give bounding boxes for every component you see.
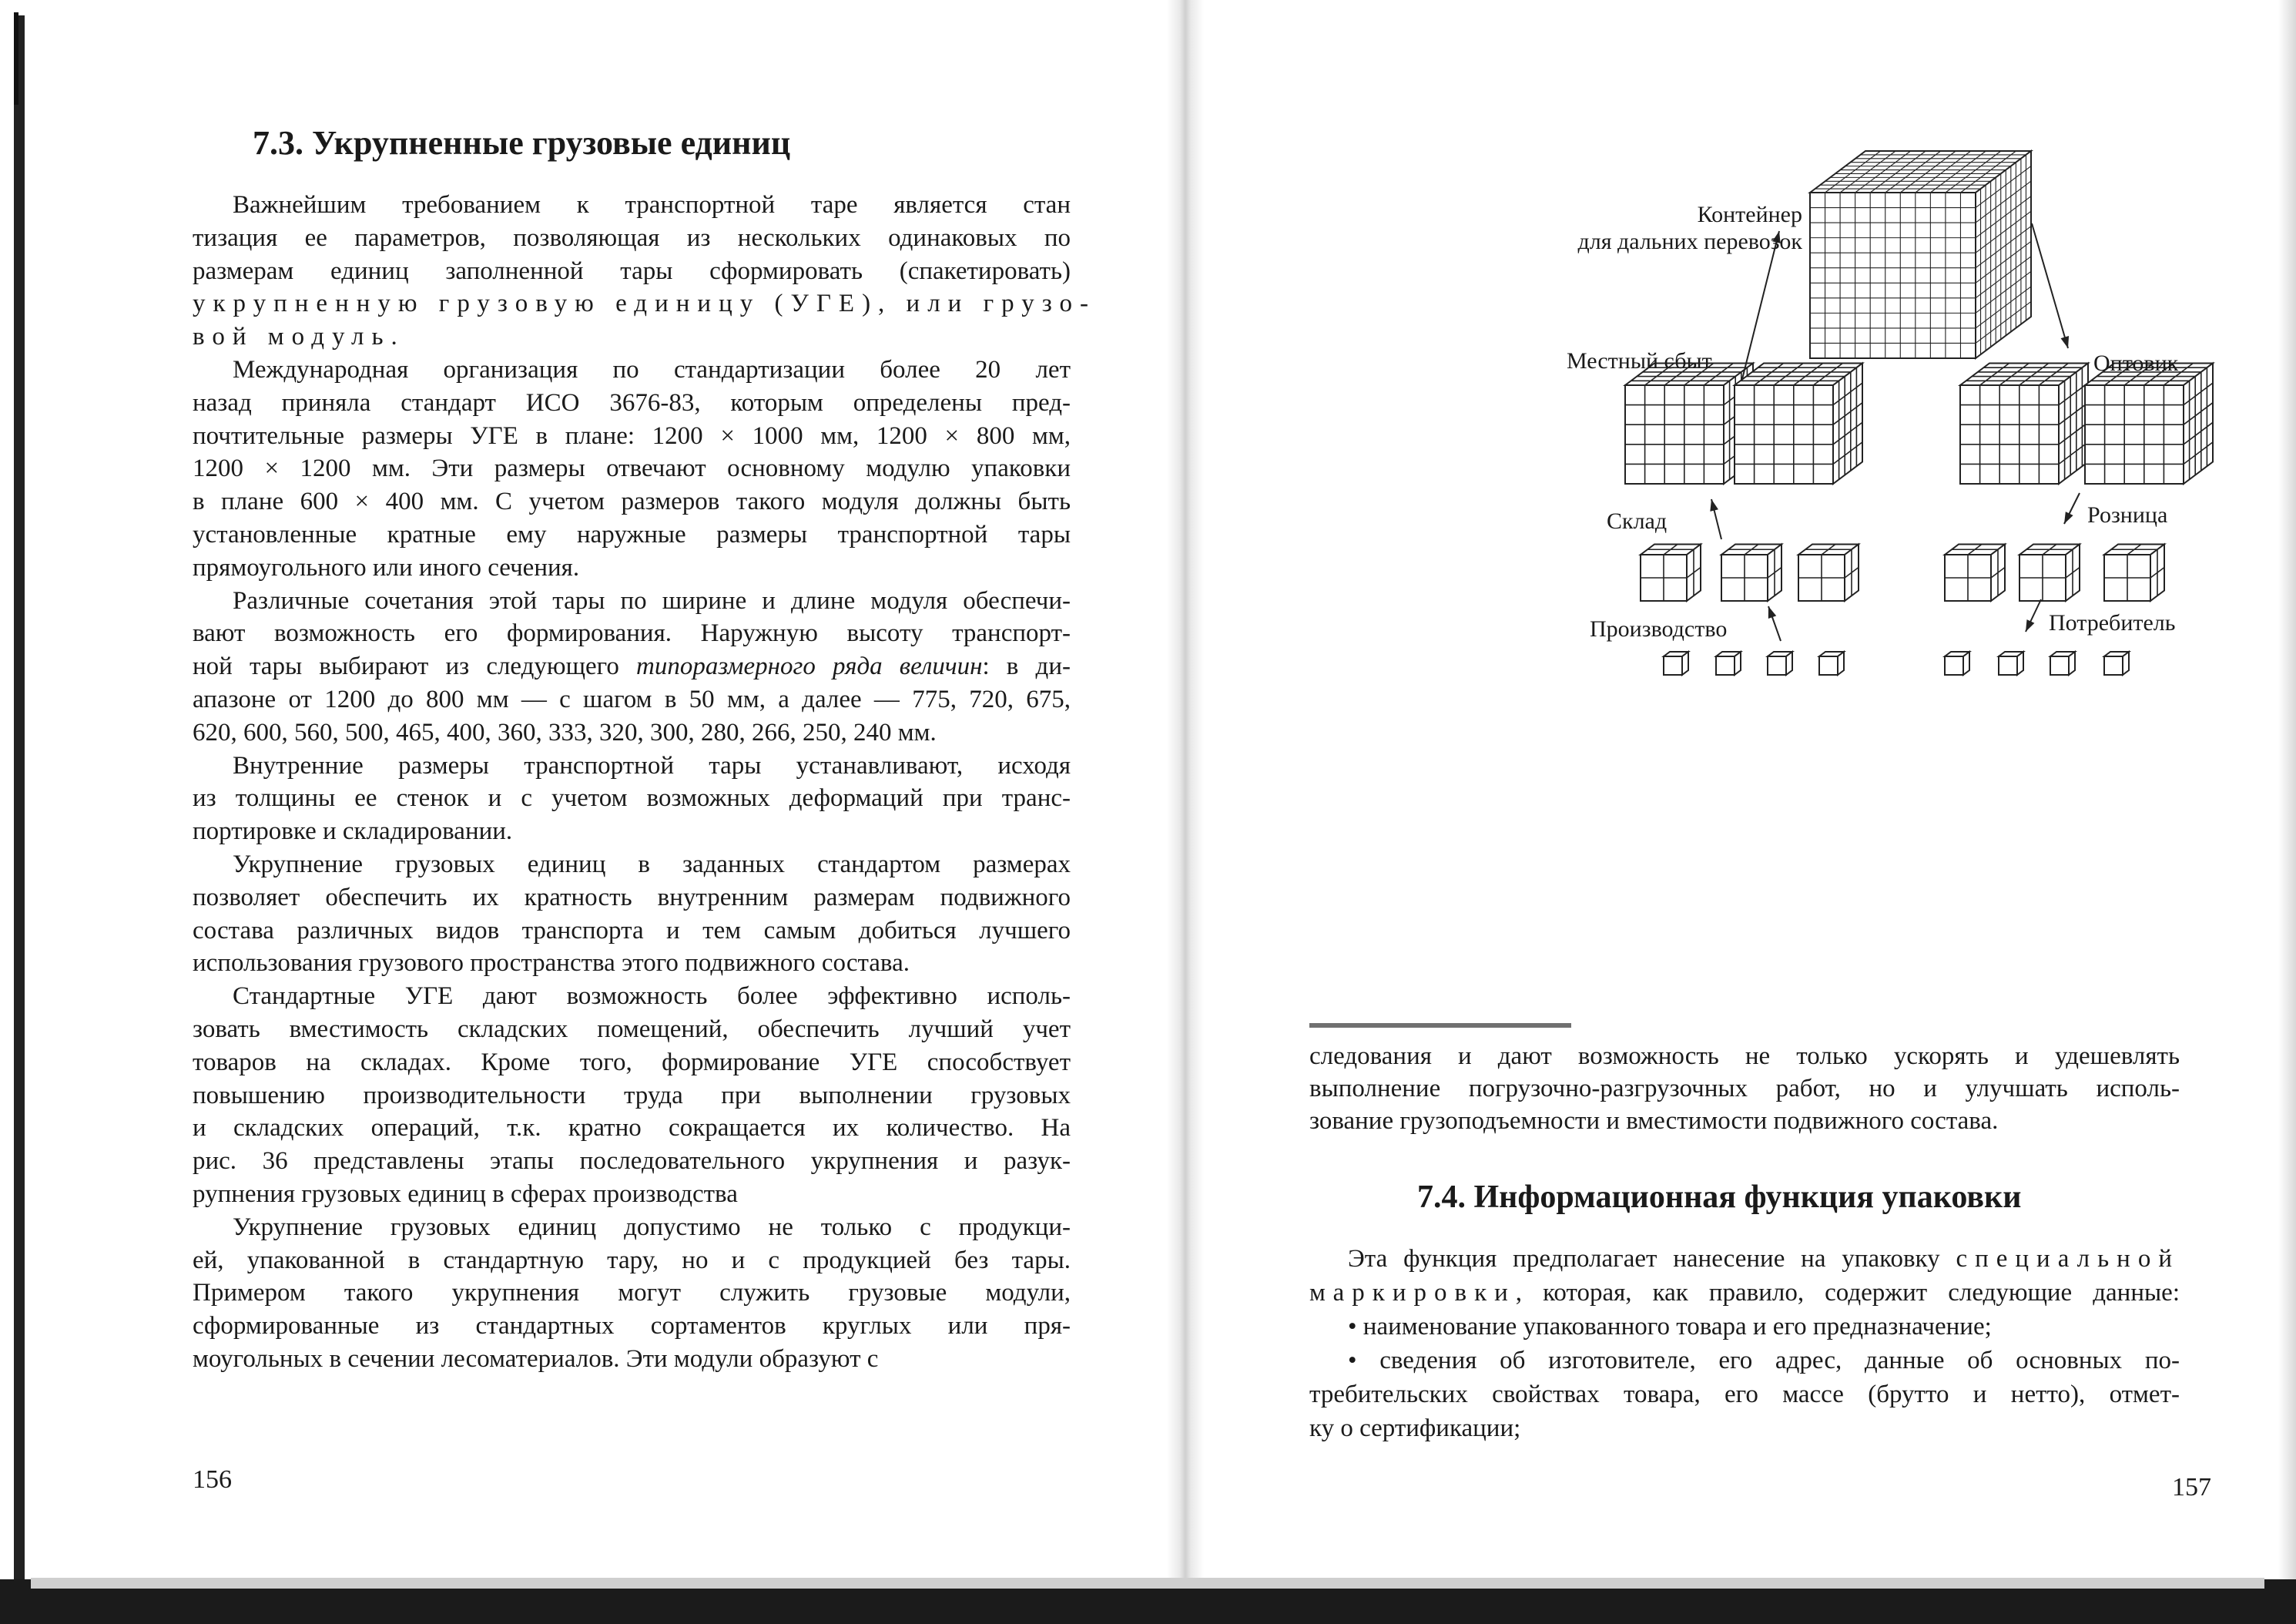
text-line: Укрупнение грузовых единиц в заданных стандартом размерах: [233, 851, 1071, 878]
text-line: рис. 36 представлены этапы последовательного укрупнения и разук-: [193, 1147, 1071, 1176]
text-line: • наименование упакованного товара и его предназначение;: [1348, 1313, 1992, 1340]
text-line: рупнения грузовых единиц в сферах производства: [193, 1180, 738, 1208]
text-line: из толщины ее стенок и с учетом возможных деформаций при транс-: [193, 784, 1071, 813]
cut-off-line-fragment: [1309, 1023, 1571, 1028]
spaced-term: маркировки: [1309, 1279, 1516, 1307]
text-line: [193, 654, 1071, 679]
label-retail: Розница: [2087, 502, 2168, 528]
right-page: [1309, 0, 2211, 1572]
text-line: апазоне от 1200 до 800 мм — с шагом в 50 мм, а далее — 775, 720, 675,: [193, 686, 1071, 713]
text-line: вой модуль.: [193, 323, 405, 351]
text-line: 1200 × 1200 мм. Эти размеры отвечают основному модулю упаковки: [193, 455, 1071, 483]
text-line: использования грузового пространства этого подвижного состава.: [193, 949, 910, 978]
text-line: Международная организация по стандартизации более 20 лет: [233, 356, 1071, 384]
text-line: Примером такого укрупнения могут служить грузовые модули,: [193, 1279, 1071, 1307]
text-line: 620, 600, 560, 500, 465, 400, 360, 333, 320, 300, 280, 266, 250, 240 мм.: [193, 718, 937, 747]
text-line: и складских операций, т.к. кратно сокращается их количество. На: [193, 1114, 1071, 1143]
text-line: Укрупнение грузовых единиц допустимо не только с продукци-: [233, 1213, 1071, 1241]
italic-term: типоразмерного ряда величин: [636, 653, 983, 681]
text-line: портировке и складировании.: [193, 817, 513, 846]
text-line: ку о сертификации;: [1309, 1414, 1521, 1442]
label-wholesaler: Оптовик: [2093, 351, 2179, 376]
text-line: вают возможность его формирования. Наружную высоту транспорт-: [193, 619, 1071, 648]
text-line: зовать вместимость складских помещений, обеспечить лучший учет: [193, 1015, 1071, 1043]
text-line: размерам единиц заполненной тары сформировать (спакетировать): [193, 257, 1071, 285]
label-container-line2: для дальних перевозок: [1577, 228, 1802, 254]
label-production: Производство: [1590, 616, 1728, 642]
book-gutter: [1167, 0, 1204, 1587]
text-line: Стандартные УГЕ дают возможность более эффективно исполь-: [233, 982, 1071, 1011]
scan-edge-right: [2278, 0, 2296, 1624]
text-line: позволяет обеспечить их кратность внутренним размерам подвижного: [193, 883, 1071, 911]
text-line: Эта функция предполагает нанесение на упаковку специальной: [1348, 1245, 2180, 1273]
text-line: • сведения об изготовителе, его адрес, данные об основных по-: [1348, 1347, 2180, 1374]
text-line: состава различных видов транспорта и тем самым добиться лучшего: [193, 916, 1071, 945]
text-line: повышению производительности труда при выполнении грузовых: [193, 1081, 1071, 1109]
page-number: 157: [2172, 1473, 2211, 1502]
section-heading: 7.3. Укрупненные грузовые единиц: [253, 124, 791, 162]
left-page: [193, 0, 1097, 1572]
text-line: назад приняла стандарт ИСО 3676-83, которым определены пред-: [193, 388, 1071, 417]
scan-edge-left: [14, 15, 25, 1587]
scan-edge-bottom-strip: [31, 1578, 2264, 1589]
text-line: Внутренние размеры транспортной тары устанавливают, исходя: [233, 751, 1071, 780]
text-line: прямоугольного или иного сечения.: [193, 553, 580, 582]
scan-edge-top: [14, 12, 18, 105]
text-line: требительских свойствах товара, его массе (брутто и нетто), отмет-: [1309, 1381, 2180, 1408]
label-container-line1: Контейнер: [1697, 202, 1802, 227]
label-warehouse: Склад: [1607, 508, 1668, 534]
spaced-term: специальной: [1956, 1245, 2180, 1273]
text-line: выполнение погрузочно-разгрузочных работ, но и улучшать исполь-: [1309, 1075, 2180, 1102]
text-line: сформированные из стандартных сортаментов круглых или пря-: [193, 1312, 1071, 1340]
text-line: товаров на складах. Кроме того, формирование УГЕ способствует: [193, 1048, 1071, 1076]
text-line: укрупненную грузовую единицу (УГЕ), или грузо-: [193, 290, 1097, 318]
text-line: маркировки, которая, как правило, содержит следующие данные:: [1309, 1279, 2180, 1307]
text-line: тизация ее параметров, позволяющая из нескольких одинаковых по: [193, 223, 1071, 252]
page-number: 156: [193, 1465, 232, 1494]
text-line: моугольных в сечении лесоматериалов. Эти модули образуют с: [193, 1345, 879, 1373]
label-local-sales: Местный сбыт: [1567, 348, 1712, 374]
text-line: Важнейшим требованием к транспортной таре является стан: [233, 191, 1071, 219]
text-line: почтительные размеры УГЕ в плане: 1200 × 1000 мм, 1200 × 800 мм,: [193, 421, 1071, 450]
section-heading-7-4: 7.4. Информационная функция упаковки: [1417, 1179, 2022, 1215]
label-consumer: Потребитель: [2049, 610, 2176, 636]
text-line: следования и дают возможность не только ускорять и удешевлять: [1309, 1042, 2180, 1070]
text-fragment: : в ди-: [982, 653, 1071, 681]
text-line: установленные кратные ему наружные размеры транспортной тары: [193, 521, 1071, 549]
text-line: Различные сочетания этой тары по ширине и длине модуля обеспечи-: [233, 586, 1071, 615]
text-line: зование грузоподъемности и вместимости подвижного состава.: [1309, 1107, 1999, 1135]
text-line: ей, упакованной в стандартную тару, но и с продукцией без тары.: [193, 1246, 1071, 1274]
text-fragment: ной тары выбирают из следующего: [193, 653, 637, 681]
text-line: в плане 600 × 400 мм. С учетом размеров такого модуля должны быть: [193, 488, 1071, 516]
